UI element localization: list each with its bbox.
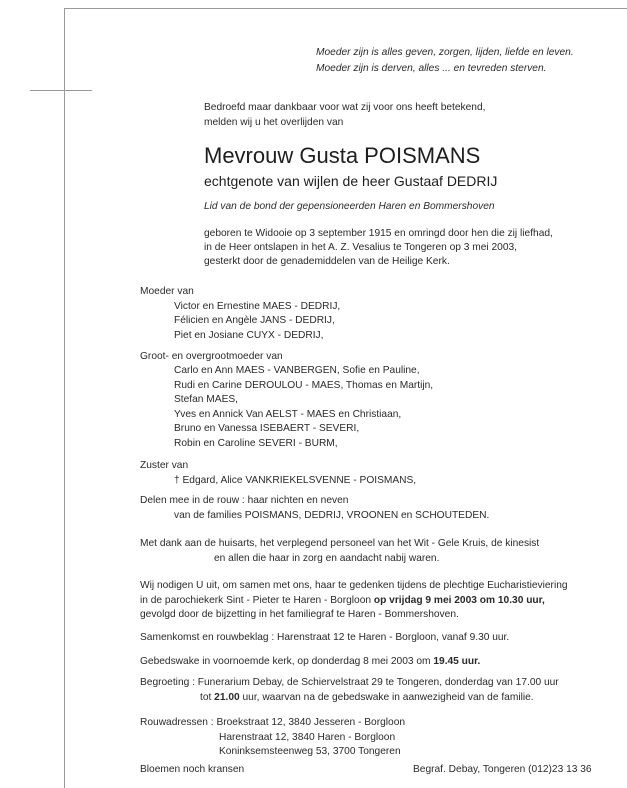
birth-death-line-2: in de Heer ontslapen in het A. Z. Vesalius te Tongeren op 3 mei 2003, [204,242,517,253]
service-datetime: op vrijdag 9 mei 2003 om 10.30 uur, [373,595,545,606]
gathering-line: Samenkomst en rouwbeklag : Harenstraat 12 te Haren - Borgloon, vanaf 9.30 uur. [140,632,510,643]
frame-top-border [64,8,627,9]
funeral-home-tot: tot [200,692,215,703]
grandmother-of-item: Robin en Caroline SEVERI - BURM, [174,438,338,449]
thanks-line-2: en allen die haar in zorg en aandacht nabij waren. [214,553,440,564]
invitation-church: in de parochiekerk Sint - Pieter te Haren - Borgloon [140,595,374,606]
invitation-line-3: gevolgd door de bijzetting in het familiegraf te Haren - Bommershoven. [140,609,459,620]
frame-left-border [64,8,65,788]
vigil-time: 19.45 uur. [433,656,481,667]
funeral-home-rest: uur, waarvan na de gebedswake in aanwezigheid van de familie. [239,692,534,703]
mother-of-item: Piet en Josiane CUYX - DEDRIJ, [174,330,324,341]
addresses-row-1 [140,716,405,729]
undertaker-info: Begraf. Debay, Tongeren (012)23 13 36 [413,764,592,775]
invitation-line-1: Wij nodigen U uit, om samen met ons, haar te gedenken tijdens de plechtige Eucharistieviering [140,580,568,591]
cross-vertical [64,72,65,110]
quote-line-2: Moeder zijn is derven, alles ... en tevreden sterven. [316,63,547,74]
sister-of-heading: Zuster van [140,460,189,471]
vigil-line [140,655,480,668]
funeral-home-end-time: 21.00 [214,692,240,703]
quote-line-1: Moeder zijn is alles geven, zorgen, lijden, liefde en leven. [316,47,574,58]
intro-line-2: melden wij u het overlijden van [204,117,344,128]
mother-of-heading: Moeder van [140,286,194,297]
intro-line-1: Bedroefd maar dankbaar voor wat zij voor ons heeft betekend, [204,102,486,113]
deceased-spouse: echtgenote van wijlen de heer Gustaaf DEDRIJ [204,173,498,189]
sister-of-item: † Edgard, Alice VANKRIEKELSVENNE - POISMANS, [174,475,417,486]
flowers-note: Bloemen noch kransen [140,764,245,775]
funeral-home-line-2 [200,691,534,704]
address-item: Koninksemsteenweg 53, 3700 Tongeren [219,746,401,757]
mourning-line-2: van de families POISMANS, DEDRIJ, VROONEN en SCHOUTEDEN. [174,510,490,521]
grandmother-of-item: Bruno en Vanessa ISEBAERT - SEVERI, [174,423,360,434]
grandmother-of-item: Rudi en Carine DEROULOU - MAES, Thomas en Martijn, [174,380,434,391]
mourning-line-1: Delen mee in de rouw : haar nichten en neven [140,495,349,506]
vigil-text: Gebedswake in voornoemde kerk, op donderdag 8 mei 2003 om [140,656,434,667]
deceased-name: Mevrouw Gusta POISMANS [204,143,481,168]
invitation-line-2 [140,594,545,607]
grandmother-of-item: Stefan MAES, [174,394,238,405]
cross-horizontal [30,90,92,91]
thanks-line-1: Met dank aan de huisarts, het verplegend personeel van het Wit - Gele Kruis, de kinesist [140,538,540,549]
grandmother-of-item: Yves en Annick Van AELST - MAES en Christiaan, [174,409,402,420]
deceased-membership: Lid van de bond der gepensioneerden Haren en Bommershoven [204,201,495,212]
address-item: Broekstraat 12, 3840 Jesseren - Borgloon [216,717,406,728]
addresses-label: Rouwadressen : [140,717,217,728]
mother-of-item: Félicien en Angèle JANS - DEDRIJ, [174,315,335,326]
birth-death-line-1: geboren te Widooie op 3 september 1915 en omringd door hen die zij liefhad, [204,228,553,239]
grandmother-of-item: Carlo en Ann MAES - VANBERGEN, Sofie en Pauline, [174,365,420,376]
address-item: Harenstraat 12, 3840 Haren - Borgloon [219,732,396,743]
mother-of-item: Victor en Ernestine MAES - DEDRIJ, [174,301,341,312]
funeral-home-line-1: Begroeting : Funerarium Debay, de Schiervelstraat 29 te Tongeren, donderdag van 17.00 uur [140,677,559,688]
grandmother-of-heading: Groot- en overgrootmoeder van [140,351,283,362]
birth-death-line-3: gesterkt door de genademiddelen van de Heilige Kerk. [204,256,450,267]
